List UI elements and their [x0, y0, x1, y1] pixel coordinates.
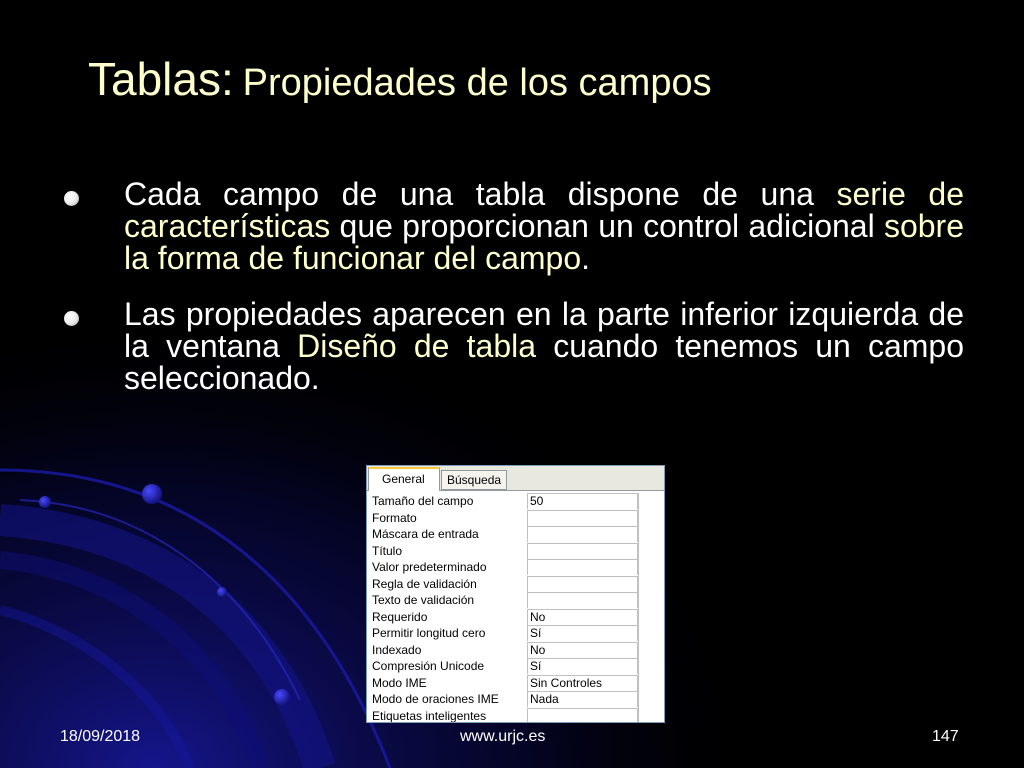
property-label: Título [372, 543, 403, 558]
property-row [367, 493, 664, 510]
bullet-highlight: sobre la forma de funcionar del campo [124, 208, 964, 276]
bullet-text [124, 298, 964, 394]
property-row [367, 543, 664, 560]
field-properties-panel [366, 465, 665, 723]
bullet-highlight: serie de características [124, 176, 965, 244]
bullet-dot-icon [64, 311, 79, 326]
tab-general[interactable]: General [368, 467, 440, 491]
property-row [367, 675, 664, 692]
property-row [367, 559, 664, 576]
property-label: Tamaño del campo [372, 494, 474, 508]
slide-title-main: Tablas: [88, 53, 234, 105]
property-value-field[interactable] [527, 559, 638, 575]
property-label: Compresión Unicode [372, 659, 485, 673]
bullet-dot-icon [64, 191, 79, 206]
property-label: Etiquetas inteligentes [372, 708, 487, 723]
property-value-field[interactable]: No [527, 642, 638, 658]
property-value-field[interactable]: Sin Controles [527, 675, 638, 691]
bullet-list [64, 178, 964, 418]
property-label: Texto de validación [372, 593, 475, 607]
property-row [367, 576, 664, 593]
property-row [367, 510, 664, 527]
property-value-field[interactable]: Sí [527, 658, 638, 674]
bullet-text-segment: cuando tenemos un campo seleccionado. [124, 328, 965, 396]
property-row [367, 708, 664, 724]
property-value-field[interactable]: Nada [527, 691, 638, 707]
property-label: Máscara de entrada [372, 527, 479, 541]
property-value-field[interactable]: 50 [527, 493, 638, 509]
property-value-field[interactable] [527, 543, 638, 559]
property-row [367, 609, 664, 626]
property-label: Modo de oraciones IME [372, 692, 499, 706]
footer-page-number: 147 [932, 728, 959, 745]
property-row [367, 625, 664, 642]
properties-grid-edge [638, 493, 639, 723]
property-value-field[interactable] [527, 708, 638, 724]
property-value-field[interactable]: No [527, 609, 638, 625]
bullet-item [64, 178, 964, 274]
property-row [367, 592, 664, 609]
bullet-highlight: Diseño de tabla [297, 328, 537, 364]
bullet-text-segment: que proporcionan un control adicional [330, 208, 884, 244]
property-row [367, 691, 664, 708]
property-row [367, 642, 664, 659]
footer-date: 18/09/2018 [60, 728, 141, 745]
properties-grid [367, 493, 664, 723]
bullet-item [64, 298, 964, 394]
slide-title [88, 52, 712, 106]
property-row [367, 658, 664, 675]
property-row [367, 526, 664, 543]
property-label: Requerido [372, 609, 428, 624]
property-label: Modo IME [372, 675, 427, 690]
property-label: Indexado [372, 642, 422, 657]
property-value-field[interactable]: Sí [527, 625, 638, 641]
property-value-field[interactable] [527, 510, 638, 526]
property-label: Regla de validación [372, 576, 477, 591]
property-value-field[interactable] [527, 526, 638, 542]
property-label: Formato [372, 510, 417, 525]
tab-busqueda[interactable]: Búsqueda [441, 470, 507, 490]
bullet-text-segment: Las propiedades aparecen en la parte inferior izquierda de la ventana [124, 296, 964, 364]
footer-url: www.urjc.es [460, 728, 546, 745]
property-value-field[interactable] [527, 592, 638, 608]
slide-title-sub: Propiedades de los campos [242, 62, 712, 104]
property-label: Permitir longitud cero [372, 626, 486, 640]
bullet-text-segment: Cada campo de una tabla dispone de una [124, 176, 837, 212]
property-value-field[interactable] [527, 576, 638, 592]
properties-tab-strip [367, 466, 664, 491]
property-label: Valor predeterminado [372, 560, 487, 574]
bullet-text-segment: . [581, 240, 591, 276]
bullet-text [124, 178, 964, 274]
